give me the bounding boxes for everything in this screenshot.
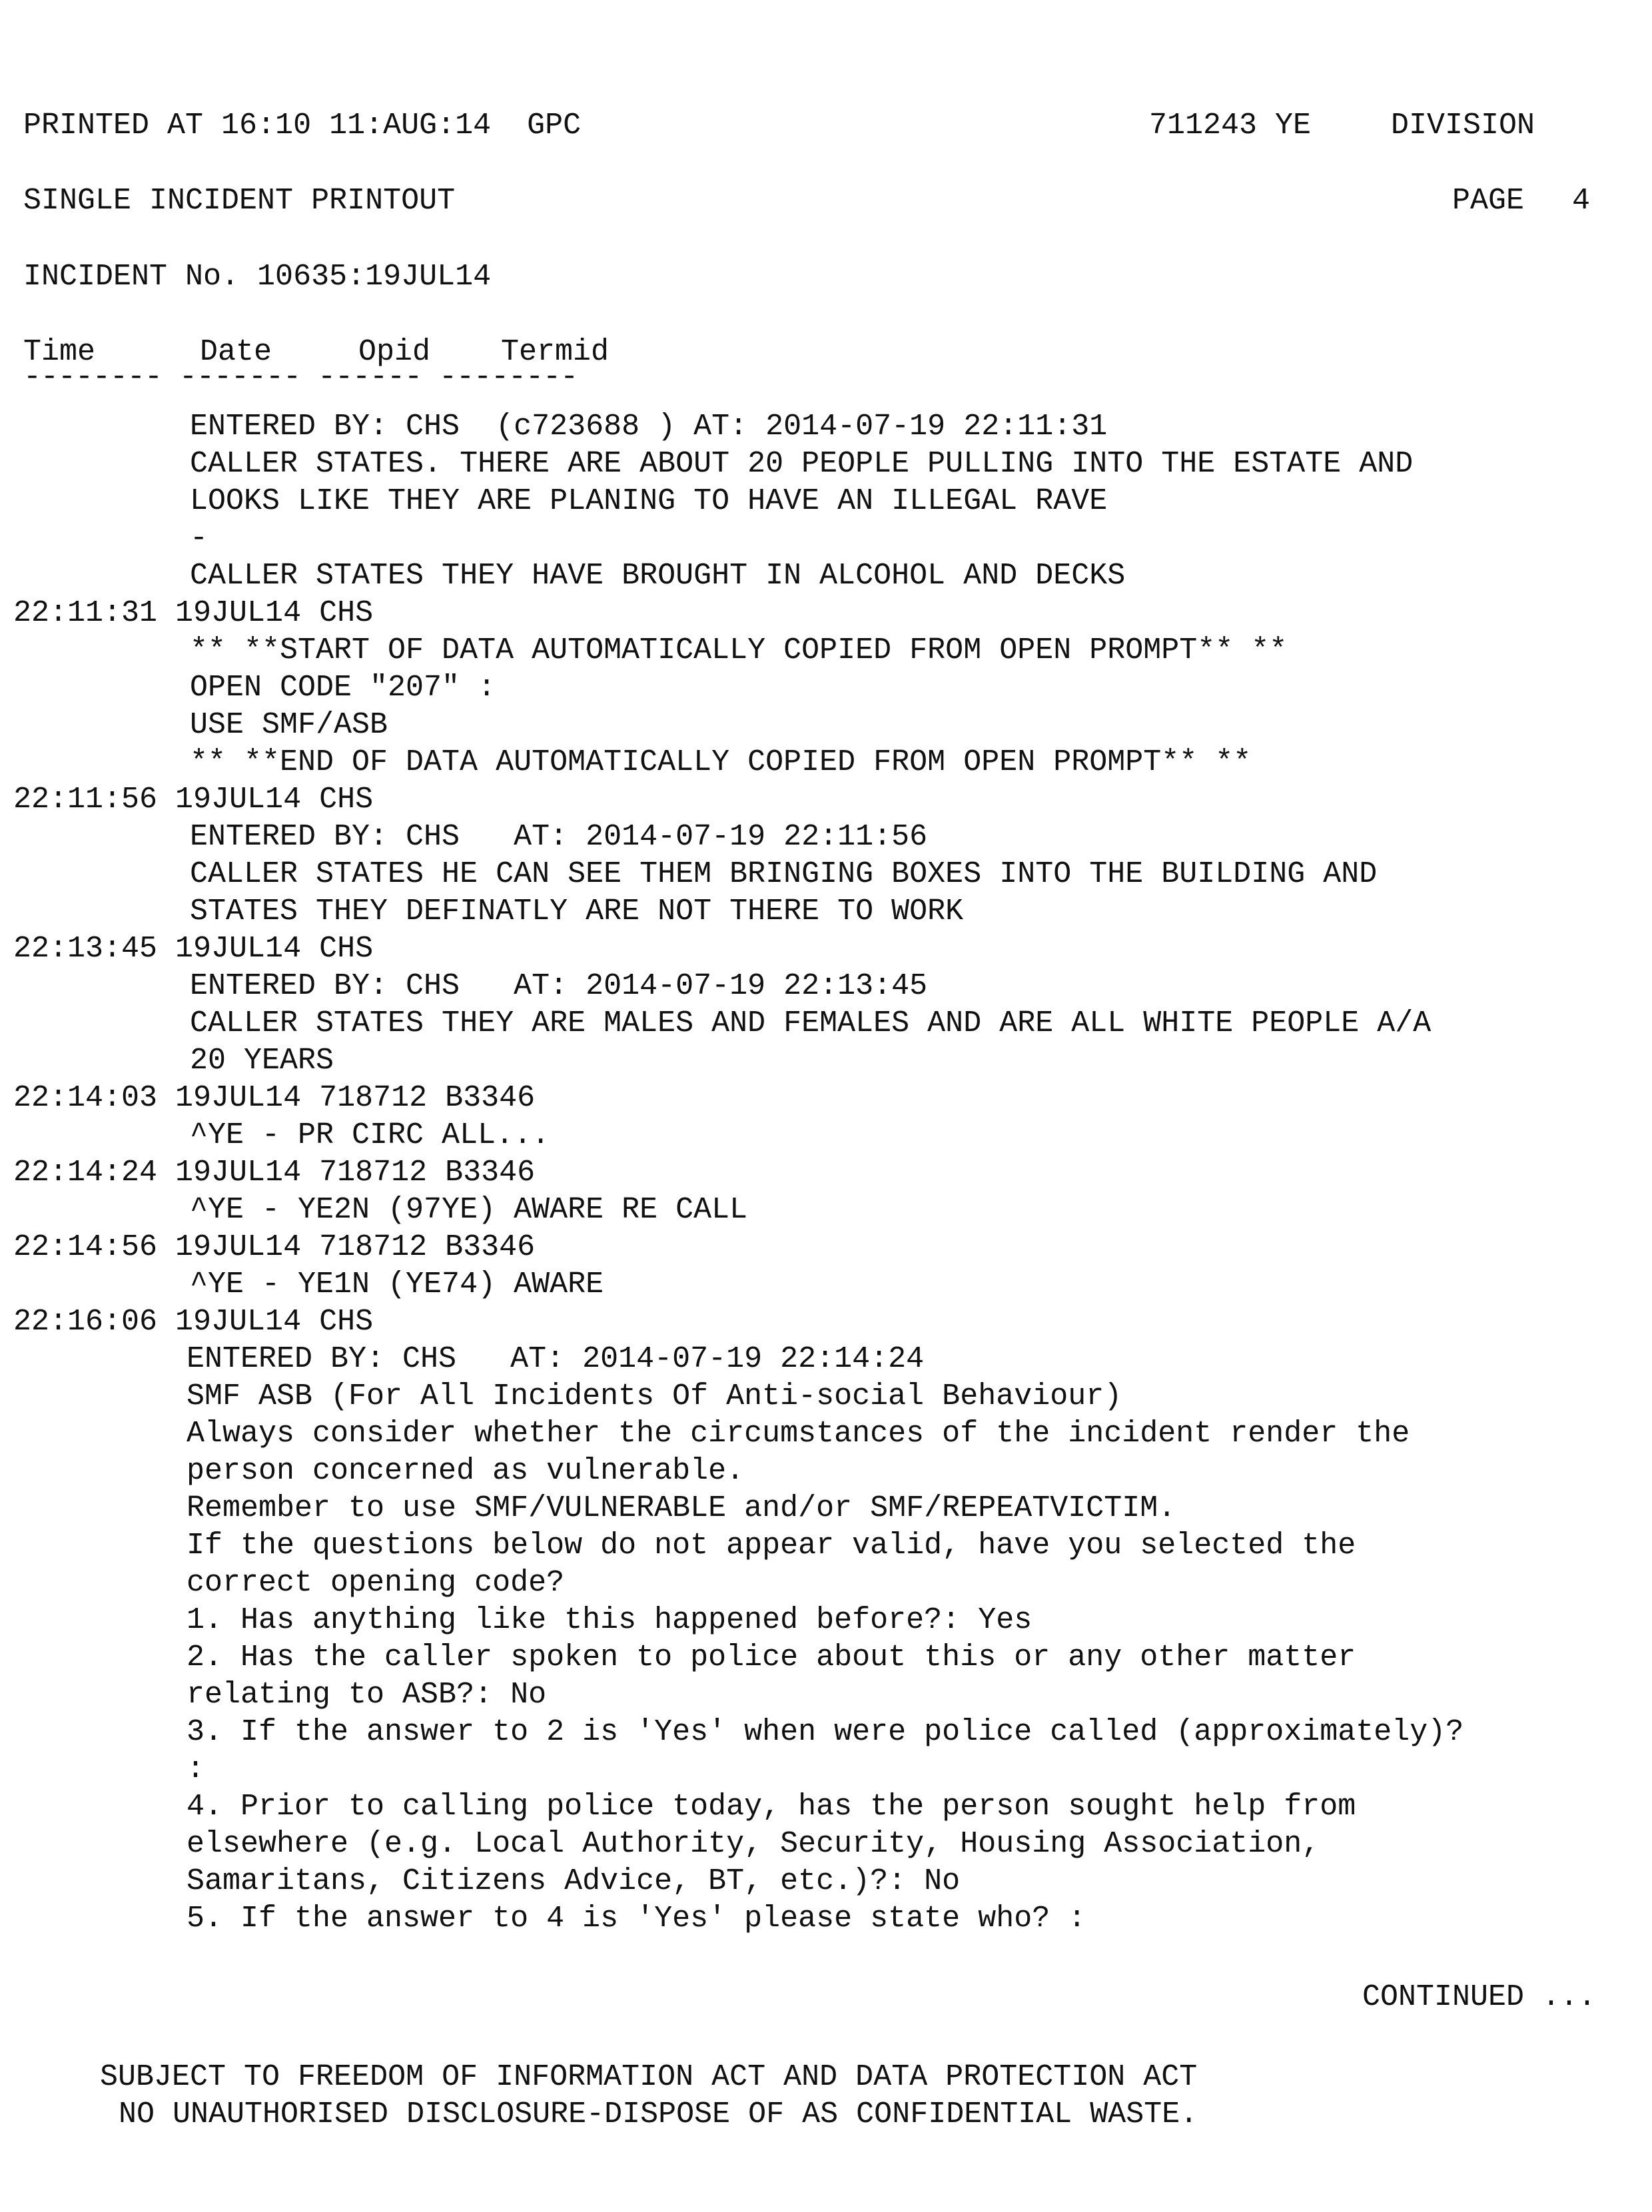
continued-marker: CONTINUED ... [1362, 1980, 1597, 2014]
log-line: relating to ASB?: No [187, 1678, 547, 1712]
log-line: ENTERED BY: CHS AT: 2014-07-19 22:14:24 [187, 1342, 925, 1376]
log-line: CALLER STATES HE CAN SEE THEM BRINGING BOXES INTO THE BUILDING AND [190, 857, 1378, 891]
log-line: CALLER STATES THEY HAVE BROUGHT IN ALCOHOL AND DECKS [190, 559, 1126, 593]
log-line: Always consider whether the circumstances of the incident render the [187, 1417, 1410, 1451]
log-line: Samaritans, Citizens Advice, BT, etc.)?: No [187, 1864, 961, 1898]
log-line: OPEN CODE "207" : [190, 671, 496, 705]
log-timestamp: 22:11:56 19JUL14 CHS [13, 783, 374, 817]
log-line: 2. Has the caller spoken to police about this or any other matter [187, 1641, 1356, 1674]
printout-type: SINGLE INCIDENT PRINTOUT [23, 184, 456, 218]
log-line: 3. If the answer to 2 is 'Yes' when were police called (approximately)? [187, 1715, 1464, 1749]
column-date: Date [200, 335, 272, 369]
disclosure-notice: NO UNAUTHORISED DISCLOSURE-DISPOSE OF AS CONFIDENTIAL WASTE. [119, 2097, 1198, 2131]
log-line: ** **START OF DATA AUTOMATICALLY COPIED FROM OPEN PROMPT** ** [190, 633, 1288, 667]
log-line: ENTERED BY: CHS AT: 2014-07-19 22:13:45 [190, 969, 928, 1003]
page-number: 4 [1572, 184, 1591, 218]
log-line: USE SMF/ASB [190, 708, 388, 742]
log-line: ENTERED BY: CHS (c723688 ) AT: 2014-07-19 22:11:31 [190, 410, 1108, 444]
log-line: ** **END OF DATA AUTOMATICALLY COPIED FROM OPEN PROMPT** ** [190, 745, 1252, 779]
reference-code: 711243 YE [1149, 109, 1312, 143]
log-timestamp: 22:14:03 19JUL14 718712 B3346 [13, 1081, 536, 1115]
log-line: ^YE - YE2N (97YE) AWARE RE CALL [190, 1193, 748, 1227]
log-timestamp: 22:11:31 19JUL14 CHS [13, 596, 374, 630]
log-line: 4. Prior to calling police today, has the person sought help from [187, 1790, 1356, 1824]
log-line: Remember to use SMF/VULNERABLE and/or SMF/REPEATVICTIM. [187, 1491, 1176, 1525]
log-line: CALLER STATES THEY ARE MALES AND FEMALES AND ARE ALL WHITE PEOPLE A/A [190, 1006, 1432, 1040]
log-line: 1. Has anything like this happened before?: Yes [187, 1603, 1032, 1637]
log-line: person concerned as vulnerable. [187, 1454, 745, 1488]
incident-number: INCIDENT No. 10635:19JUL14 [23, 260, 492, 294]
column-underline: -------- ------- ------ -------- [23, 360, 578, 394]
log-line: ^YE - YE1N (YE74) AWARE [190, 1268, 604, 1301]
log-line: 20 YEARS [190, 1044, 334, 1078]
log-line: elsewhere (e.g. Local Authority, Security, Housing Association, [187, 1827, 1320, 1861]
printed-at: PRINTED AT 16:10 11:AUG:14 GPC [23, 109, 582, 143]
log-timestamp: 22:16:06 19JUL14 CHS [13, 1305, 374, 1339]
foi-notice: SUBJECT TO FREEDOM OF INFORMATION ACT AND DATA PROTECTION ACT [100, 2060, 1198, 2094]
log-line: 5. If the answer to 4 is 'Yes' please state who? : [187, 1902, 1086, 1936]
log-line: SMF ASB (For All Incidents Of Anti-social Behaviour) [187, 1379, 1122, 1413]
log-line: correct opening code? [187, 1566, 565, 1600]
column-time: Time [23, 335, 96, 369]
log-line: - [190, 522, 208, 555]
column-opid: Opid [358, 335, 431, 369]
log-timestamp: 22:14:56 19JUL14 718712 B3346 [13, 1230, 536, 1264]
log-timestamp: 22:14:24 19JUL14 718712 B3346 [13, 1156, 536, 1190]
log-line: If the questions below do not appear valid, have you selected the [187, 1529, 1356, 1563]
log-line: STATES THEY DEFINATLY ARE NOT THERE TO WORK [190, 895, 964, 928]
log-timestamp: 22:13:45 19JUL14 CHS [13, 932, 374, 966]
column-termid: Termid [501, 335, 610, 369]
log-line: : [187, 1752, 205, 1786]
log-line: CALLER STATES. THERE ARE ABOUT 20 PEOPLE PULLING INTO THE ESTATE AND [190, 447, 1414, 481]
log-line: LOOKS LIKE THEY ARE PLANING TO HAVE AN ILLEGAL RAVE [190, 484, 1108, 518]
division-label: DIVISION [1391, 109, 1535, 143]
log-line: ^YE - PR CIRC ALL... [190, 1118, 550, 1152]
page-label: PAGE [1452, 184, 1525, 218]
log-line: ENTERED BY: CHS AT: 2014-07-19 22:11:56 [190, 820, 928, 854]
